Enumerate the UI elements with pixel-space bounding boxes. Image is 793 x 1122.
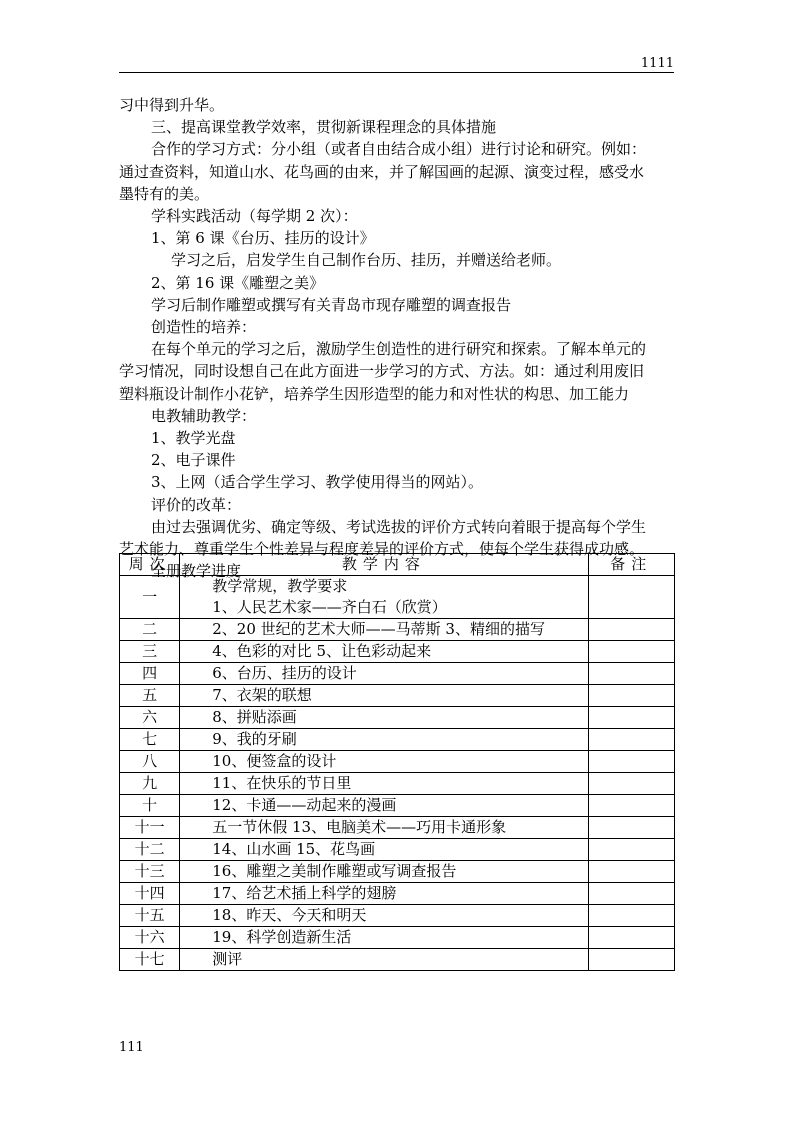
- table-row: [120, 576, 675, 619]
- content-line: 教学常规，教学要求: [212, 577, 348, 595]
- week-cell: 十二: [120, 839, 180, 861]
- paragraph-line: 学习后制作雕塑或撰写有关青岛市现存雕塑的调查报告: [151, 295, 512, 314]
- table-row: [120, 685, 675, 707]
- note-cell: [588, 927, 674, 949]
- table-row: [120, 817, 675, 839]
- table-body: [120, 576, 675, 971]
- week-cell: 八: [120, 751, 180, 773]
- document-body: [119, 94, 679, 582]
- note-cell: [588, 883, 674, 905]
- week-cell: 一: [120, 576, 180, 619]
- content-cell: 12、卡通——动起来的漫画: [180, 795, 588, 817]
- note-cell: [588, 795, 674, 817]
- paragraph-line: 合作的学习方式：分小组（或者自由结合成小组）进行讨论和研究。例如：: [151, 140, 647, 159]
- table-row: [120, 641, 675, 663]
- list-item: 2、第 16 课《雕塑之美》: [151, 273, 325, 292]
- table-row: [120, 707, 675, 729]
- note-cell: [588, 817, 674, 839]
- list-item: 1、第 6 课《台历、挂历的设计》: [151, 229, 375, 248]
- week-cell: 二: [120, 619, 180, 641]
- table-row: [120, 883, 675, 905]
- list-item: 3、上网（适合学生学习、教学使用得当的网站）。: [151, 473, 484, 492]
- header-week: 周次: [120, 554, 180, 576]
- paragraph-line: 评价的改革：: [151, 495, 242, 514]
- schedule-table: [119, 553, 675, 971]
- content-cell: 6、台历、挂历的设计: [180, 663, 588, 685]
- list-item: 2、电子课件: [151, 451, 236, 470]
- header-page-number: 1111: [640, 56, 674, 71]
- paragraph-line: 在每个单元的学习之后，激励学生创造性的进行研究和探索。了解本单元的: [151, 340, 647, 359]
- paragraph-line: 创造性的培养：: [151, 318, 257, 337]
- note-cell: [588, 641, 674, 663]
- content-cell: 五一节休假 13、电脑美术——巧用卡通形象: [180, 817, 588, 839]
- note-cell: [588, 839, 674, 861]
- header-note: 备注: [588, 554, 674, 576]
- week-cell: 十四: [120, 883, 180, 905]
- table-row: [120, 861, 675, 883]
- content-cell: 17、给艺术插上科学的翅膀: [180, 883, 588, 905]
- note-cell: [588, 707, 674, 729]
- content-cell: 4、色彩的对比 5、让色彩动起来: [180, 641, 588, 663]
- content-cell: 16、雕塑之美制作雕塑或写调查报告: [180, 861, 588, 883]
- table-row: [120, 773, 675, 795]
- content-cell: 7、衣架的联想: [180, 685, 588, 707]
- paragraph-line: 塑料瓶设计制作小花铲，培养学生因形造型的能力和对性状的构思、加工能力: [119, 384, 630, 403]
- table-row: [120, 927, 675, 949]
- paragraph-line: 由过去强调优劣、确定等级、考试选拔的评价方式转向着眼于提高每个学生: [151, 517, 647, 536]
- week-cell: 十六: [120, 927, 180, 949]
- content-cell: 8、拼贴添画: [180, 707, 588, 729]
- week-cell: 十一: [120, 817, 180, 839]
- content-cell: 测评: [180, 949, 588, 971]
- content-line: 1、人民艺术家——齐白石（欣赏）: [212, 598, 447, 616]
- paragraph-line: 艺术能力、尊重学生个性差异与程度差异的评价方式，使每个学生获得成功感。: [119, 540, 645, 559]
- week-cell: 七: [120, 729, 180, 751]
- paragraph-line: 学习情况，同时设想自己在此方面进一步学习的方式、方法。如：通过利用废旧: [119, 362, 645, 381]
- week-cell: 十七: [120, 949, 180, 971]
- table-row: [120, 905, 675, 927]
- content-cell: 2、20 世纪的艺术大师——马蒂斯 3、精细的描写: [180, 619, 588, 641]
- week-cell: 四: [120, 663, 180, 685]
- week-cell: 五: [120, 685, 180, 707]
- note-cell: [588, 773, 674, 795]
- week-cell: 十五: [120, 905, 180, 927]
- note-cell: [588, 619, 674, 641]
- week-cell: 十: [120, 795, 180, 817]
- content-cell: 9、我的牙刷: [180, 729, 588, 751]
- content-cell: [180, 576, 588, 619]
- paragraph-line: 习中得到升华。: [119, 96, 225, 114]
- header-rule: [119, 72, 674, 73]
- paragraph-line: 墨特有的美。: [119, 184, 210, 203]
- header-content: 教学内容: [180, 554, 588, 576]
- paragraph-line: 学科实践活动（每学期 2 次）：: [151, 207, 358, 226]
- note-cell: [588, 861, 674, 883]
- note-cell: [588, 576, 674, 619]
- table-caption: 全册教学进度: [151, 562, 242, 581]
- note-cell: [588, 685, 674, 707]
- list-item: 1、教学光盘: [151, 429, 236, 448]
- table-row: [120, 839, 675, 861]
- week-cell: 十三: [120, 861, 180, 883]
- table-row: [120, 619, 675, 641]
- content-cell: 18、昨天、今天和明天: [180, 905, 588, 927]
- note-cell: [588, 905, 674, 927]
- table-row: [120, 949, 675, 971]
- note-cell: [588, 663, 674, 685]
- paragraph-line: 通过查资料，知道山水、花鸟画的由来，并了解国画的起源、演变过程，感受水: [119, 162, 645, 181]
- note-cell: [588, 729, 674, 751]
- footer-page-number: 111: [119, 1040, 144, 1055]
- paragraph-line: 学习之后，启发学生自己制作台历、挂历，并赠送给老师。: [171, 251, 562, 270]
- week-cell: 三: [120, 641, 180, 663]
- table-row: [120, 663, 675, 685]
- content-cell: 11、在快乐的节日里: [180, 773, 588, 795]
- table-row: [120, 729, 675, 751]
- content-cell: 14、山水画 15、花鸟画: [180, 839, 588, 861]
- week-cell: 九: [120, 773, 180, 795]
- note-cell: [588, 751, 674, 773]
- table-row: [120, 795, 675, 817]
- content-cell: 10、便签盒的设计: [180, 751, 588, 773]
- section-heading: 三、提高课堂教学效率，贯彻新课程理念的具体措施: [151, 118, 497, 137]
- table-header-row: [120, 554, 675, 576]
- week-cell: 六: [120, 707, 180, 729]
- paragraph-line: 电教辅助教学：: [151, 406, 257, 425]
- table-row: [120, 751, 675, 773]
- content-cell: 19、科学创造新生活: [180, 927, 588, 949]
- note-cell: [588, 949, 674, 971]
